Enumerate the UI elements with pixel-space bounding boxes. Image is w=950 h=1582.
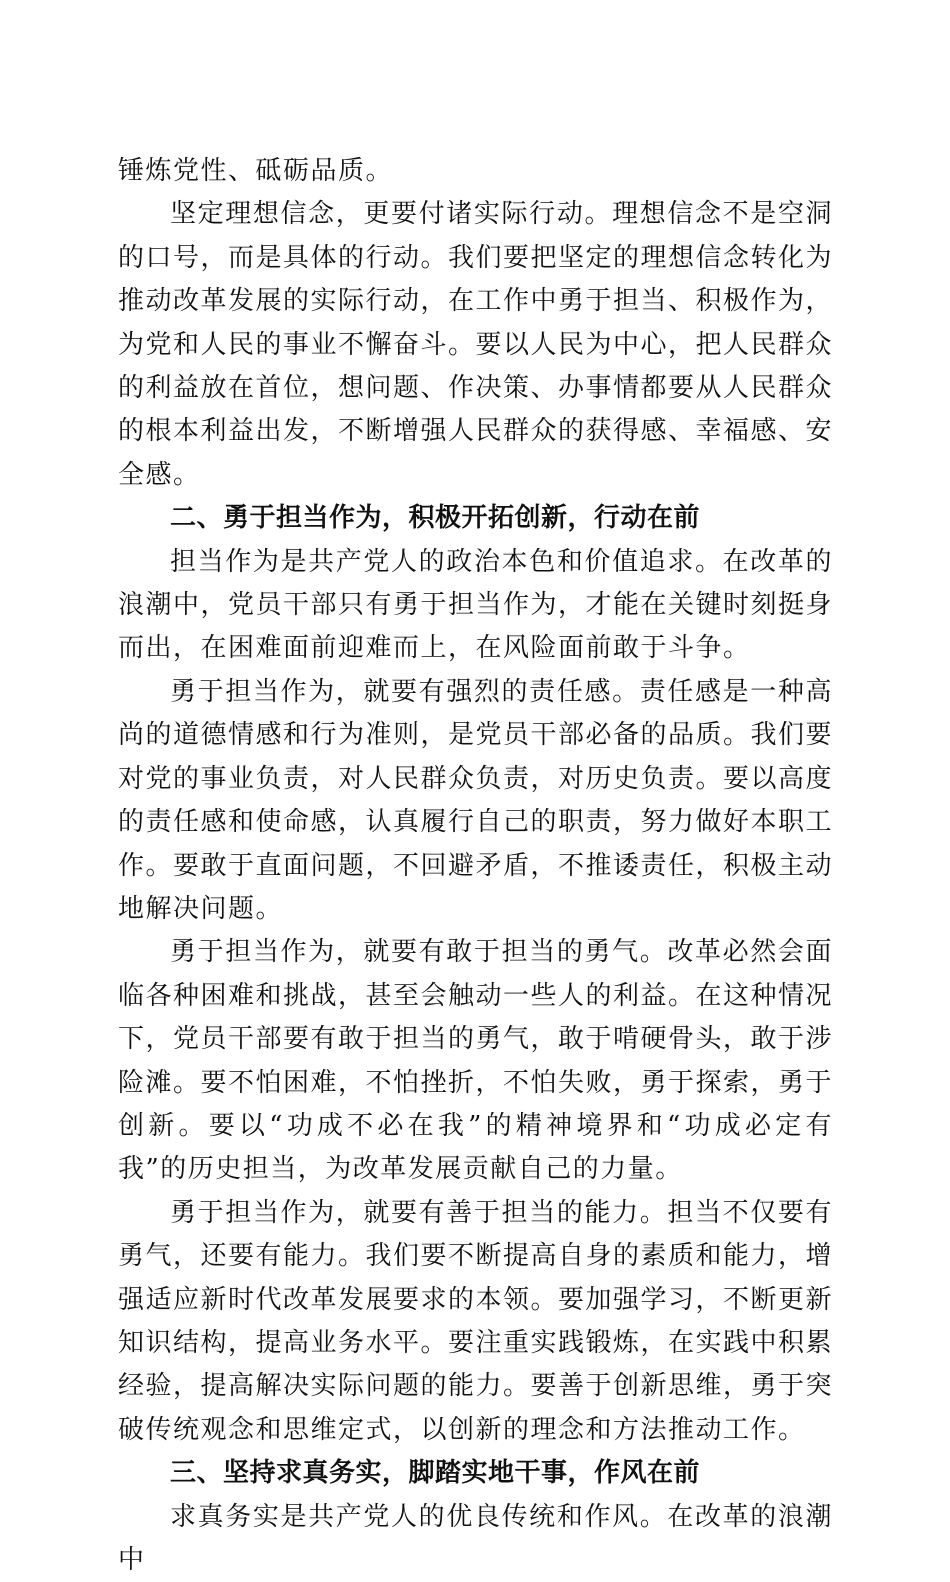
paragraph: 坚定理想信念，更要付诸实际行动。理想信念不是空洞的口号，而是具体的行动。我们要把坚定的理想信念转化为推动改革发展的实际行动，在工作中勇于担当、积极作为，为党和人民的事业不懈奋斗。要以人民为中心，把人民群众的利益放在首位，想问题、作决策、办事情都要从人民群众的根本利益出发，不断增强人民群众的获得感、幸福感、安全感。 — [118, 199, 834, 490]
paragraph-truncated: 求真务实是共产党人的优良传统和作风。在改革的浪潮中 — [118, 1501, 833, 1575]
paragraph: 勇于担当作为，就要有敢于担当的勇气。改革必然会面临各种困难和挑战，甚至会触动一些人的利益。在这种情况下，党员干部要有敢于担当的勇气，敢于啃硬骨头，敢于涉险滩。要不怕困难，不怕挫折，不怕失败，勇于探索，勇于创新。要以“功成不必在我”的精神境界和“功成必定有我”的历史担当，为改革发展贡献自己的力量。 — [118, 937, 834, 1185]
paragraph: 勇于担当作为，就要有善于担当的能力。担当不仅要有勇气，还要有能力。我们要不断提高自身的素质和能力，增强适应新时代改革发展要求的本领。要加强学习，不断更新知识结构，提高业务水平。要注重实践锻炼，在实践中积累经验，提高解决实际问题的能力。要善于创新思维，勇于突破传统观念和思维定式，以创新的理念和方法推动工作。 — [118, 1197, 834, 1445]
document-body — [118, 150, 833, 1582]
section-heading: 三、坚持求真务实，脚踏实地干事，作风在前 — [170, 1458, 701, 1489]
paragraph: 勇于担当作为，就要有强烈的责任感。责任感是一种高尚的道德情感和行为准则，是党员干部必备的品质。我们要对党的事业负责，对人民群众负责，对历史负责。要以高度的责任感和使命感，认真履行自己的职责，努力做好本职工作。要敢于直面问题，不回避矛盾，不推诿责任，积极主动地解决问题。 — [118, 676, 834, 924]
paragraph-continued: 锤炼党性、砥砺品质。 — [118, 156, 394, 186]
section-heading: 二、勇于担当作为，积极开拓创新，行动在前 — [170, 503, 701, 534]
paragraph: 担当作为是共产党人的政治本色和价值追求。在改革的浪潮中，党员干部只有勇于担当作为，才能在关键时刻挺身而出，在困难面前迎难而上，在风险面前敢于斗争。 — [118, 546, 834, 664]
